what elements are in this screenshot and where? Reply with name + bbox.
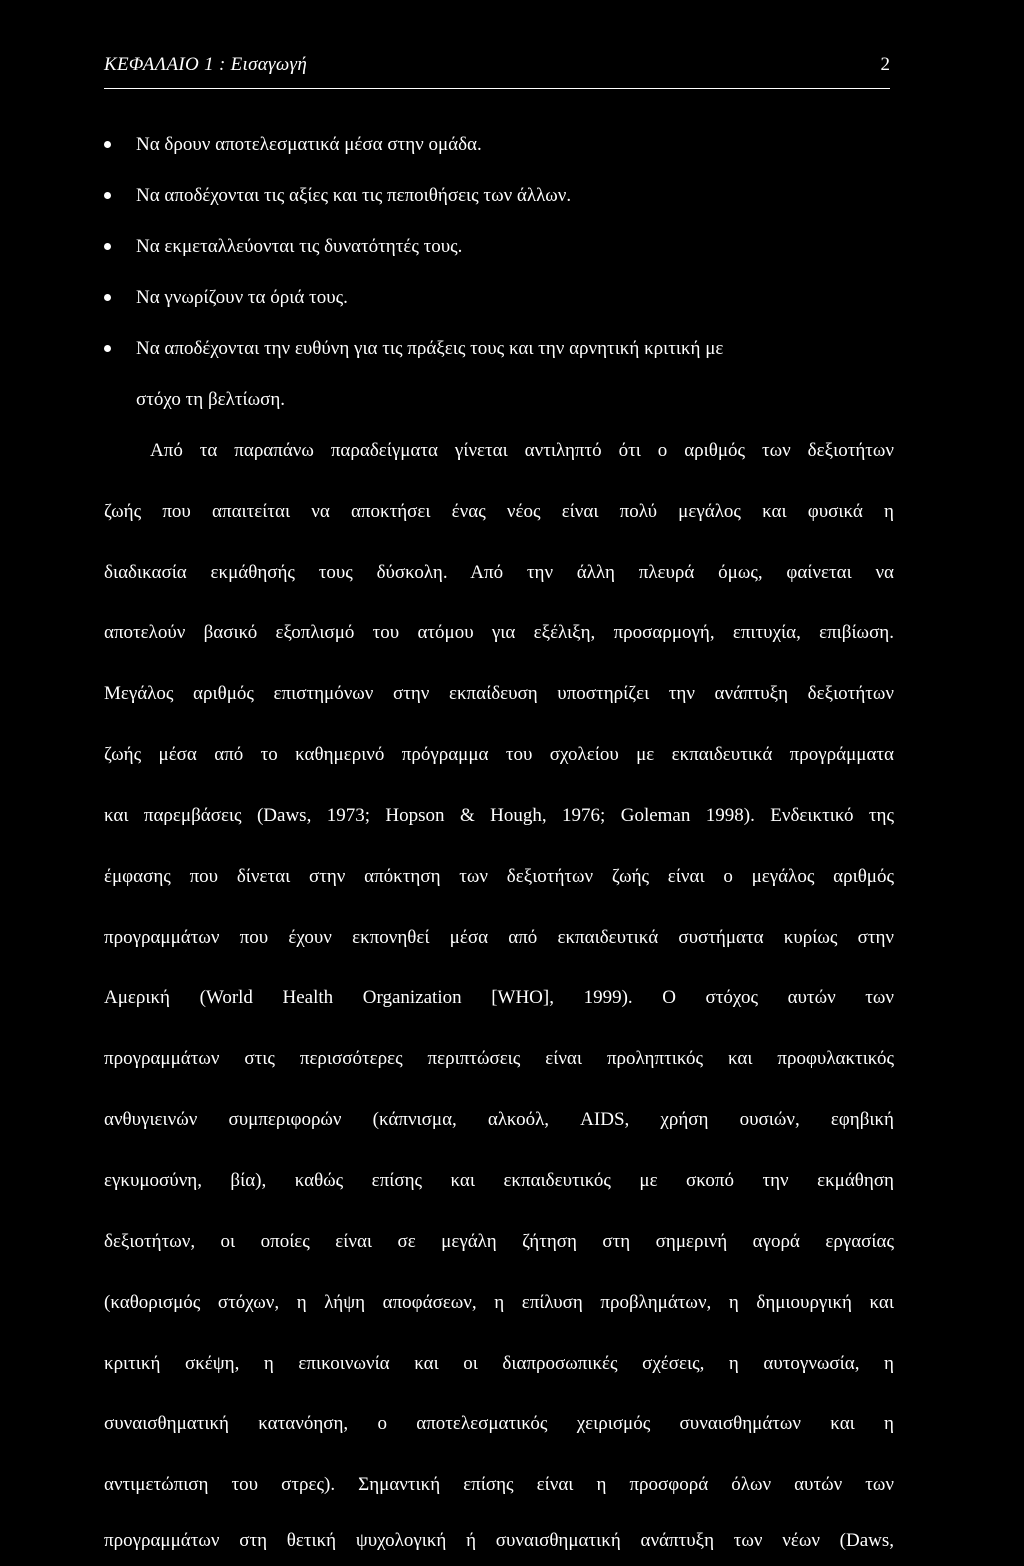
chapter-title: ΚΕΦΑΛΑΙΟ 1 : Εισαγωγή — [104, 54, 308, 75]
paragraph2-line: Μεγάλος αριθμός επιστημόνων στην εκπαίδευση υποστηρίζει την ανάπτυξη δεξιοτήτων — [104, 683, 894, 704]
bullet-item — [104, 170, 890, 221]
paragraph2-line: και παρεμβάσεις (Daws, 1973; Hopson & Hough, 1976; Goleman 1998). Ενδεικτικό της — [104, 805, 894, 826]
bullet-text: Να δρουν αποτελεσματικά μέσα στην ομάδα. — [136, 134, 482, 155]
bullet-icon — [104, 141, 111, 148]
bullet-icon — [104, 294, 111, 301]
paragraph1-line: Από τα παραπάνω παραδείγματα γίνεται αντιληπτό ότι ο αριθμός των δεξιοτήτων — [150, 440, 894, 461]
paragraph2-line: εγκυμοσύνη, βία), καθώς επίσης και εκπαιδευτικός με σκοπό την εκμάθηση — [104, 1170, 894, 1191]
bullet-icon — [104, 243, 111, 250]
bullet-text: Να αποδέχονται τις αξίες και τις πεποιθήσεις των άλλων. — [136, 185, 572, 206]
bullet-icon — [104, 192, 111, 199]
bullet-text: Να εκμεταλλεύονται τις δυνατότητές τους. — [136, 236, 463, 257]
bullet-item — [104, 221, 890, 272]
paragraph1-line: διαδικασία εκμάθησής τους δύσκολη. Από την άλλη πλευρά όμως, φαίνεται να — [104, 562, 894, 583]
paragraph2-line: δεξιοτήτων, οι οποίες είναι σε μεγάλη ζήτηση στη σημερινή αγορά εργασίας — [104, 1231, 894, 1252]
bullet-icon — [104, 345, 111, 352]
paragraph2-line: ανθυγιεινών συμπεριφορών (κάπνισμα, αλκοόλ, AIDS, χρήση ουσιών, εφηβική — [104, 1109, 894, 1130]
header-rule — [104, 88, 890, 89]
bullet-text: Να αποδέχονται την ευθύνη για τις πράξεις τους και την αρνητική κριτική με — [136, 338, 724, 359]
bullet-text: Να γνωρίζουν τα όριά τους. — [136, 287, 348, 308]
page-number: 2 — [880, 54, 890, 75]
paragraph1-line: αποτελούν βασικό εξοπλισμό του ατόμου για εξέλιξη, προσαρμογή, επιτυχία, επιβίωση. — [104, 622, 894, 643]
paragraph1-line: ζωής που απαιτείται να αποκτήσει ένας νέος είναι πολύ μεγάλος και φυσικά η — [104, 501, 894, 522]
paragraph2-line: Αμερική (World Health Organization [WHO], 1999). Ο στόχος αυτών των — [104, 987, 894, 1008]
paragraph2-line: ζωής μέσα από το καθημερινό πρόγραμμα του σχολείου με εκπαιδευτικά προγράμματα — [104, 744, 894, 765]
paragraph2-line: έμφασης που δίνεται στην απόκτηση των δεξιοτήτων ζωής είναι ο μεγάλος αριθμός — [104, 866, 894, 887]
bullet-continuation: στόχο τη βελτίωση. — [136, 389, 286, 410]
paragraph2-line: προγραμμάτων στη θετική ψυχολογική ή συναισθηματική ανάπτυξη των νέων (Daws, — [104, 1530, 894, 1551]
page-header — [104, 54, 890, 88]
paragraph2-line: προγραμμάτων που έχουν εκπονηθεί μέσα από εκπαιδευτικά συστήματα κυρίως στην — [104, 927, 894, 948]
paragraph2-line: συναισθηματική κατανόηση, ο αποτελεσματικός χειρισμός συναισθημάτων και η — [104, 1413, 894, 1434]
paragraph2-line: (καθορισμός στόχων, η λήψη αποφάσεων, η επίλυση προβλημάτων, η δημιουργική και — [104, 1292, 894, 1313]
paragraph2-line: κριτική σκέψη, η επικοινωνία και οι διαπροσωπικές σχέσεις, η αυτογνωσία, η — [104, 1353, 894, 1374]
bullet-item — [104, 272, 890, 323]
bullet-list — [104, 119, 890, 374]
bullet-item — [104, 119, 890, 170]
bullet-item — [104, 323, 890, 374]
paragraph2-line: αντιμετώπιση του στρες). Σημαντική επίσης είναι η προσφορά όλων αυτών των — [104, 1474, 894, 1495]
paragraph2-line: προγραμμάτων στις περισσότερες περιπτώσεις είναι προληπτικός και προφυλακτικός — [104, 1048, 894, 1069]
